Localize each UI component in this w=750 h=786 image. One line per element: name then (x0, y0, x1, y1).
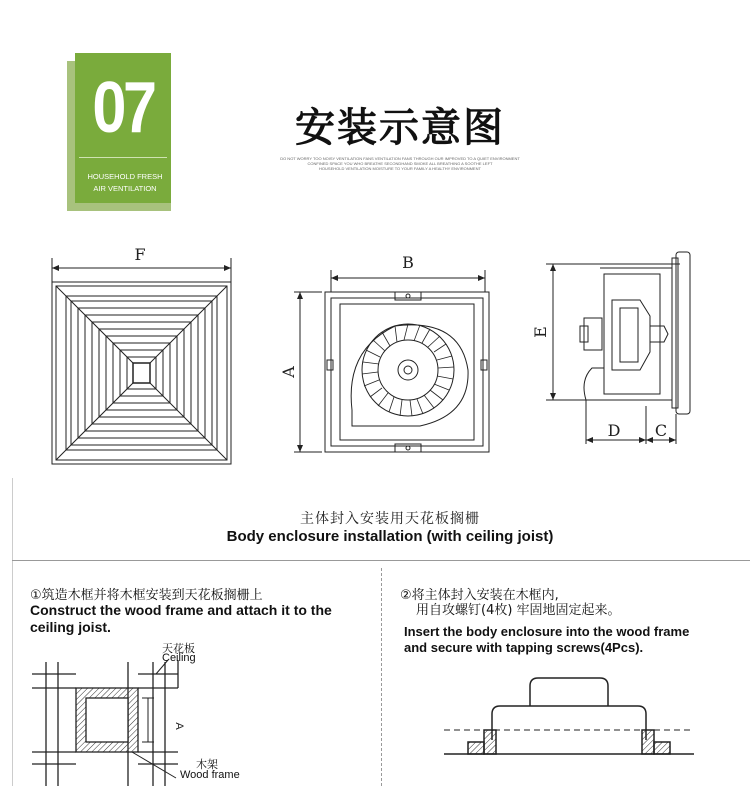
front-grille-view (52, 258, 231, 464)
frame-label-cn: 木架 (196, 758, 218, 771)
section-title-cn: 主体封入安装用天花板搁栅 (300, 511, 480, 527)
frame-dim-label: A (173, 722, 185, 730)
side-view (546, 252, 690, 444)
badge-number: 07 (92, 68, 154, 148)
section-divider (12, 560, 750, 561)
body-enclosure-diagram (440, 670, 700, 786)
section-title-en: Body enclosure installation (with ceiling joist) (226, 528, 554, 545)
ceiling-label-en: Ceiling (162, 652, 196, 664)
step1-en-2: ceiling joist. (30, 619, 111, 635)
step-divider (381, 568, 382, 786)
ceiling-label-cn: 天花板 (162, 642, 195, 655)
step1-cn: ①筑造木框并将木框安装到天花板搁栅上 (30, 588, 263, 603)
tagline-line-1: DO NOT WORRY TOO NOISY VENTILATION FANS VENTILATION FANS THROUGH OUR IMPROVED TO A QUIET ENVIRONMENT (280, 156, 520, 161)
dim-label-b: B (402, 253, 414, 272)
wood-frame-diagram (28, 640, 268, 786)
tagline-line-3: HOUSEHOLD VENTILATION MOISTURE TO YOUR FAMILY A HEALTHY ENVIRONMENT (319, 166, 481, 171)
step1-en-1: Construct the wood frame and attach it to the (30, 602, 332, 618)
badge-subtitle-1: HOUSEHOLD FRESH (87, 172, 163, 181)
frame-label-en: Wood frame (180, 769, 240, 781)
step2-cn-2: 用自攻螺钉(4枚) 牢固地固定起来。 (416, 603, 621, 618)
step2-en-1: Insert the body enclosure into the wood frame (404, 624, 690, 639)
dim-label-c: C (654, 421, 668, 440)
badge-divider (79, 157, 167, 158)
dim-label-a: A (279, 366, 298, 378)
section-badge (75, 53, 171, 203)
step2-en-2: and secure with tapping screws(4Pcs). (404, 640, 644, 655)
page-title: 安装示意图 (295, 105, 505, 151)
dim-label-f: F (134, 245, 146, 264)
dim-label-d: D (607, 421, 621, 440)
tagline-line-2: CONFINED SPACE YOU WHO BREATHE SECONDHAND SMOKE ALL BREATHING A SOOTHE LEFT (307, 161, 493, 166)
dim-label-e: E (531, 326, 550, 338)
dimension-drawings (0, 230, 750, 475)
body-front-view (294, 270, 489, 452)
step2-cn-1: ②将主体封入安装在木框内, (400, 588, 559, 603)
badge-subtitle-2: AIR VENTILATION (93, 184, 157, 193)
